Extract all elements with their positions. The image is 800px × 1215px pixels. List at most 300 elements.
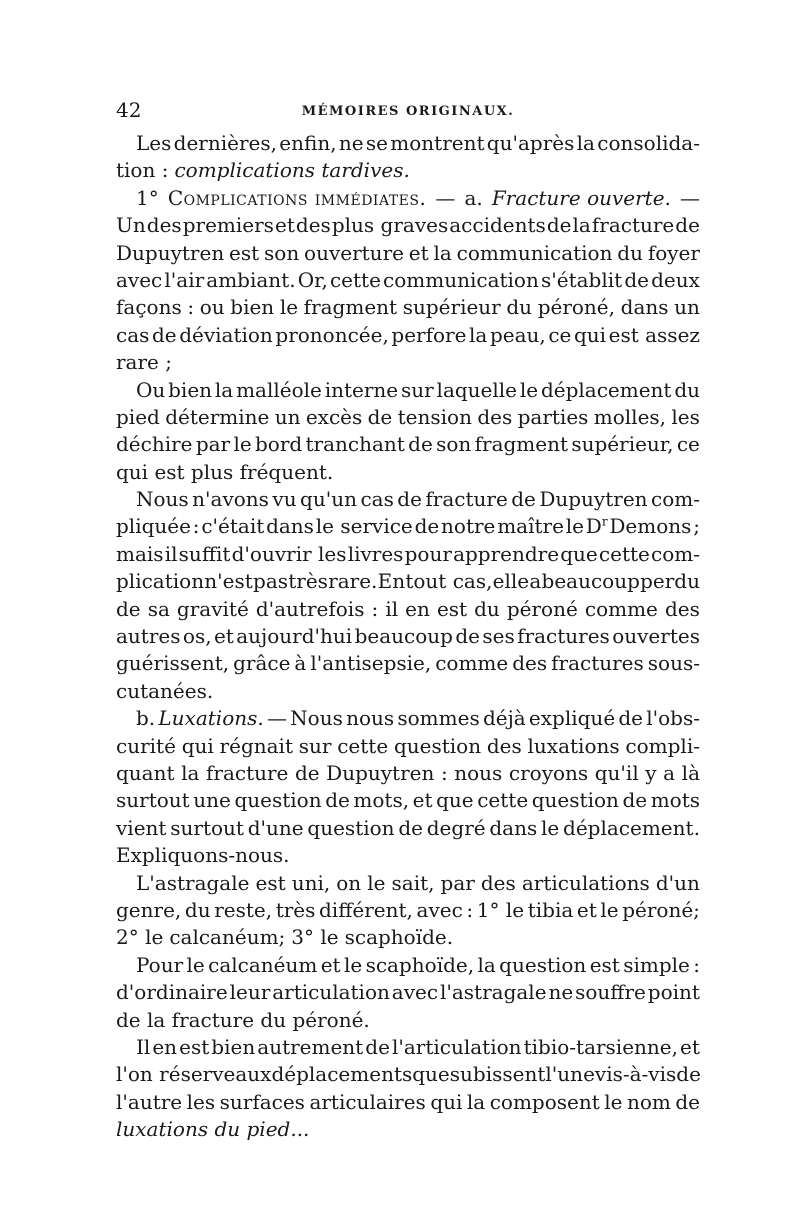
text-word: suffit xyxy=(178,541,231,566)
text-word: cette xyxy=(329,267,381,292)
text-word: articulation xyxy=(272,980,390,1005)
text-line xyxy=(116,404,700,431)
text-word: enfin, xyxy=(279,131,337,155)
text-word: bien xyxy=(168,377,213,402)
text-word: cette xyxy=(598,541,650,566)
text-fragment: expliqué xyxy=(528,706,616,731)
text-word: 3° le xyxy=(291,925,339,950)
text-line xyxy=(116,623,700,650)
text-word: perfore xyxy=(391,322,467,347)
text-word: ne xyxy=(548,980,574,1005)
text-fragment: Demons xyxy=(609,514,692,539)
text-line xyxy=(116,377,700,404)
text-word: prononcée, xyxy=(275,322,389,347)
text-fragment: c'était xyxy=(201,514,265,539)
text-word: et xyxy=(408,240,429,265)
text-word: là xyxy=(681,760,700,785)
text-word: Dupuytren xyxy=(326,760,435,785)
text-word: livres xyxy=(347,541,404,566)
text-word: et xyxy=(320,952,341,977)
text-word: Dupuytren xyxy=(539,487,648,512)
text-fragment: l'obs- xyxy=(646,706,700,731)
text-word: luxations xyxy=(527,733,620,758)
text-line xyxy=(116,157,700,184)
text-word: mots, xyxy=(353,788,410,813)
text-word: l'articulation xyxy=(391,1034,522,1059)
text-word: la xyxy=(576,131,595,155)
text-word: souffre xyxy=(575,980,646,1005)
text-word: et xyxy=(576,897,597,922)
text-word: le xyxy=(541,815,560,840)
text-word: calcanéum xyxy=(208,952,318,977)
text-word: péroné, xyxy=(537,295,616,320)
text-word: plus graves xyxy=(331,213,449,238)
text-word: des xyxy=(512,651,548,676)
text-word: L'astragale xyxy=(136,870,250,895)
text-word: : xyxy=(440,760,448,785)
text-fragment: de xyxy=(618,706,644,731)
text-word: compli- xyxy=(625,733,700,758)
text-word: régnait xyxy=(219,733,293,758)
text-word: fracture xyxy=(591,213,675,238)
text-word: s'établit xyxy=(540,267,623,292)
text-word: est assez xyxy=(608,322,700,347)
text-word: déchire xyxy=(116,432,193,457)
text-word: mais xyxy=(116,541,164,566)
text-word: 2° le xyxy=(116,925,164,950)
text-word: cas xyxy=(116,322,150,347)
text-word: la xyxy=(572,213,591,238)
text-line xyxy=(116,541,700,568)
text-word: est xyxy=(255,870,286,895)
text-word: ce xyxy=(676,432,700,457)
text-fragment: notre xyxy=(441,514,496,539)
text-line xyxy=(116,815,700,842)
text-word: différent, xyxy=(319,897,413,922)
text-word: d'un xyxy=(655,870,700,895)
text-word: les xyxy=(671,404,700,429)
text-word: scaphoïde, xyxy=(365,952,475,977)
text-word: a xyxy=(529,569,542,594)
text-fragment: complications tardives. xyxy=(174,158,410,183)
text-word: des xyxy=(664,596,700,621)
text-word: très xyxy=(275,897,316,922)
text-word: avec xyxy=(416,897,463,922)
text-word: leur xyxy=(229,980,271,1005)
text-word: genre, xyxy=(116,897,182,922)
text-word: de xyxy=(116,596,141,621)
text-word: en xyxy=(152,1034,178,1059)
heading-dash: — xyxy=(680,185,700,210)
text-word: tranchant xyxy=(305,432,405,457)
running-title: MÉMOIRES ORIGINAUX. xyxy=(301,104,515,119)
text-line xyxy=(116,130,700,157)
text-word: déplacement. xyxy=(563,815,700,840)
text-word: pied xyxy=(116,404,160,429)
text-word: n'est xyxy=(204,569,253,594)
text-word: articulations xyxy=(521,870,650,895)
text-word: en xyxy=(405,596,430,621)
text-word: Nous xyxy=(136,487,189,512)
text-word: déviation xyxy=(179,322,273,347)
text-line xyxy=(116,897,700,924)
text-word: que xyxy=(436,788,474,813)
text-word: dans xyxy=(489,815,538,840)
text-word: de xyxy=(676,1062,701,1087)
text-line xyxy=(116,596,700,623)
text-word: le xyxy=(600,897,619,922)
text-word: avec xyxy=(391,980,439,1005)
text-word: péroné xyxy=(506,596,578,621)
text-line xyxy=(116,322,700,349)
text-word: subissent xyxy=(449,1062,546,1087)
text-word: que xyxy=(412,1062,450,1087)
text-word: l'antisepsie, xyxy=(310,651,432,676)
text-line xyxy=(116,952,700,979)
text-word: question xyxy=(307,815,395,840)
subheading-letter: b. xyxy=(136,706,156,731)
text-word: d'autrefois xyxy=(255,596,365,621)
text-word: elle xyxy=(492,569,530,594)
text-word: parties xyxy=(517,404,589,429)
text-word: l'autre xyxy=(116,1089,183,1114)
text-word: son xyxy=(264,240,300,265)
text-word: autrement xyxy=(257,1034,364,1059)
text-word: question xyxy=(531,788,619,813)
text-word: ambiant. xyxy=(206,267,296,292)
text-word: croyons xyxy=(508,760,589,785)
text-fragment: tion : xyxy=(116,158,169,183)
text-word: qu'un xyxy=(300,487,357,512)
text-word: de xyxy=(624,267,649,292)
text-word: surtout xyxy=(116,788,190,813)
text-word: plication xyxy=(116,569,205,594)
text-word: cette xyxy=(477,788,529,813)
text-word: la xyxy=(214,377,234,402)
text-word: gravité xyxy=(176,596,249,621)
text-word: foyer xyxy=(647,240,700,265)
text-line xyxy=(116,240,700,267)
text-word: l'air xyxy=(164,267,205,292)
text-word: fractures xyxy=(551,651,644,676)
text-word: Ou xyxy=(136,377,166,402)
text-fragment: pliquée xyxy=(116,514,191,539)
text-word: pas xyxy=(253,569,289,594)
text-word: de xyxy=(675,1089,700,1114)
text-fragment: de xyxy=(414,514,440,539)
text-word: qui xyxy=(573,322,607,347)
text-fragment: maître xyxy=(497,514,564,539)
subheading-title: Fracture ouverte. xyxy=(491,185,671,210)
text-word: bien xyxy=(211,1034,256,1059)
text-word: composent xyxy=(489,1089,600,1114)
text-word: des xyxy=(477,404,513,429)
text-word: autres xyxy=(116,624,181,649)
text-word: 1° le xyxy=(476,897,525,922)
text-word: des xyxy=(295,213,331,238)
page-number: 42 xyxy=(116,98,142,122)
text-fragment: luxations du pied... xyxy=(116,1117,310,1142)
text-line xyxy=(116,513,700,540)
text-word: communication xyxy=(383,267,539,292)
text-word: que xyxy=(560,541,598,566)
text-word: Or, xyxy=(297,267,328,292)
text-word: laquelle xyxy=(436,377,518,402)
text-word: premiers xyxy=(182,213,274,238)
text-line xyxy=(116,568,700,595)
text-word: de xyxy=(151,322,177,347)
text-word: l'une xyxy=(545,1062,595,1087)
text-word: question xyxy=(499,952,587,977)
text-word: tibio-tarsienne, xyxy=(523,1034,678,1059)
text-fragment: sommes xyxy=(397,706,480,731)
text-word: bord xyxy=(254,432,303,457)
text-word: fragment xyxy=(303,295,398,320)
text-word: rare. xyxy=(328,569,378,594)
text-word: qui xyxy=(430,1089,463,1114)
text-word: dans xyxy=(620,295,669,320)
text-word: la xyxy=(466,1089,486,1114)
text-fragment: nous xyxy=(346,706,395,731)
text-word: com- xyxy=(651,487,700,512)
heading-title: Complications immédiates. xyxy=(167,185,427,210)
text-word: bien xyxy=(230,295,275,320)
text-word: des xyxy=(146,213,182,238)
text-word: ce xyxy=(548,322,572,347)
text-word: perdu xyxy=(640,569,700,594)
text-word: de xyxy=(397,487,422,512)
text-word: du xyxy=(674,377,700,402)
text-word: y xyxy=(645,760,657,785)
text-word: de xyxy=(408,432,433,457)
text-word: le xyxy=(279,295,299,320)
text-word: supérieur, xyxy=(571,432,674,457)
doctor-abbrev xyxy=(586,513,608,540)
text-word: déplacements xyxy=(271,1062,413,1087)
text-word: sait, xyxy=(391,870,435,895)
text-line xyxy=(116,924,700,951)
text-word: les xyxy=(186,1089,216,1114)
text-word: il xyxy=(385,596,399,621)
text-word: malléole xyxy=(236,377,322,402)
text-word: sur xyxy=(298,733,332,758)
text-word: Les xyxy=(136,131,172,155)
text-fragment: — xyxy=(266,706,287,731)
text-word: communication xyxy=(456,240,613,265)
text-word: le xyxy=(233,432,252,457)
text-word: fracture xyxy=(205,760,289,785)
text-word: consolida- xyxy=(597,131,700,155)
text-word: : xyxy=(187,295,195,320)
text-word: Il xyxy=(136,1034,151,1059)
text-word: sur xyxy=(400,377,434,402)
text-fragment: dans xyxy=(266,514,314,539)
text-word: par xyxy=(440,870,475,895)
text-word: se xyxy=(365,131,388,155)
text-line xyxy=(116,431,700,458)
text-line xyxy=(116,1034,700,1061)
text-line xyxy=(116,650,700,677)
text-fragment: : xyxy=(192,514,200,539)
text-line xyxy=(116,459,700,486)
text-word: qui xyxy=(181,733,214,758)
text-line xyxy=(116,267,700,294)
text-word: de xyxy=(455,624,480,649)
text-word: apprendre xyxy=(453,541,560,566)
text-word: surfaces xyxy=(219,1089,305,1114)
text-word: beaucoup xyxy=(354,624,453,649)
text-fragment: Nous xyxy=(290,706,343,731)
text-word: des xyxy=(480,870,516,895)
text-word: : xyxy=(466,897,474,922)
text-word: du xyxy=(617,240,643,265)
text-word: aujourd'hui xyxy=(236,624,353,649)
text-word: Pour xyxy=(136,952,184,977)
text-word: du xyxy=(184,897,211,922)
text-word: une xyxy=(193,788,231,813)
text-word: comme xyxy=(435,651,509,676)
text-word: le xyxy=(604,1089,623,1114)
text-fragment: le service xyxy=(315,514,413,539)
text-word: degré xyxy=(426,815,486,840)
text-fragment: ; xyxy=(693,514,700,539)
text-word: sous- xyxy=(647,651,700,676)
text-word: la xyxy=(469,322,488,347)
text-word: curité xyxy=(116,733,176,758)
text-fragment: rare ; xyxy=(116,350,172,375)
text-word: d'une xyxy=(247,815,304,840)
text-word: à xyxy=(294,651,307,676)
text-word: fractures xyxy=(517,624,610,649)
text-word: de xyxy=(622,788,648,813)
text-word: beaucoup xyxy=(541,569,640,594)
text-word: question xyxy=(393,733,482,758)
text-line xyxy=(116,870,700,897)
text-fragment: D xyxy=(585,514,602,539)
text-word: la xyxy=(181,760,200,785)
text-word: calcanéum; xyxy=(169,925,286,950)
text-word: et xyxy=(213,624,234,649)
text-word: d'ordinaire xyxy=(116,980,228,1005)
text-word: et xyxy=(274,213,295,238)
text-word: comme xyxy=(584,596,658,621)
section-heading-line xyxy=(116,185,700,212)
text-word: tibia xyxy=(527,897,574,922)
page-header xyxy=(116,96,700,124)
text-line xyxy=(116,733,700,760)
text-word: et xyxy=(680,1034,700,1059)
text-fragment: le xyxy=(565,514,584,539)
text-word: le xyxy=(367,870,386,895)
subheading-letter: a. xyxy=(464,185,483,210)
text-word: le xyxy=(519,377,539,402)
text-line xyxy=(116,486,700,513)
text-word: n'avons xyxy=(192,487,269,512)
text-word: quant xyxy=(116,760,175,785)
text-word: de xyxy=(365,1034,390,1059)
text-word: la xyxy=(433,240,452,265)
text-word: son xyxy=(436,432,472,457)
text-word: reste, xyxy=(214,897,273,922)
text-line xyxy=(116,349,700,376)
text-word: aux xyxy=(235,1062,272,1087)
text-fragment: de la fracture du péroné. xyxy=(116,1007,370,1032)
text-word: cette xyxy=(337,733,389,758)
text-word: de xyxy=(294,760,320,785)
text-line xyxy=(116,212,700,239)
text-word: du xyxy=(474,596,500,621)
text-word: excès xyxy=(305,404,363,429)
text-line xyxy=(116,678,700,705)
text-word: le xyxy=(343,952,363,977)
text-word: tout cas, xyxy=(405,569,493,594)
text-word: scaphoïde. xyxy=(344,925,454,950)
superscript: r xyxy=(601,514,608,529)
text-word: un xyxy=(674,295,700,320)
text-fragment: cutanées. xyxy=(116,678,214,703)
text-word: avec xyxy=(116,267,163,292)
text-word: la xyxy=(477,952,496,977)
text-line xyxy=(116,294,700,321)
text-word: ouvertes xyxy=(612,624,700,649)
text-word: simple xyxy=(623,952,690,977)
text-word: nous xyxy=(454,760,503,785)
text-word: de xyxy=(675,213,700,238)
text-word: le xyxy=(186,952,205,977)
text-word: mots xyxy=(650,788,700,813)
text-word: tension xyxy=(397,404,472,429)
text-word: ou xyxy=(199,295,225,320)
text-word: ne xyxy=(338,131,364,155)
text-word: et xyxy=(412,788,433,813)
text-word: très xyxy=(288,569,328,594)
text-word: grâce xyxy=(233,651,291,676)
text-word: qu'il xyxy=(594,760,639,785)
text-word: qu'après xyxy=(486,131,575,155)
text-word: montrent xyxy=(390,131,485,155)
text-word: ses xyxy=(482,624,515,649)
text-word: Dupuytren xyxy=(116,240,225,265)
text-word: molles, xyxy=(593,404,667,429)
text-word: uni, xyxy=(291,870,331,895)
text-word: dernières, xyxy=(173,131,278,155)
text-word: de xyxy=(325,788,350,813)
text-line xyxy=(116,842,700,869)
text-word: péroné; xyxy=(622,897,700,922)
text-word: détermine xyxy=(165,404,270,429)
text-word: accidents xyxy=(449,213,546,238)
text-line xyxy=(116,760,700,787)
text-word: de xyxy=(546,213,572,238)
text-word: peau, xyxy=(489,322,546,347)
text-word: articulaires xyxy=(309,1089,426,1114)
text-word: on xyxy=(336,870,362,895)
text-word: d'ouvrir les xyxy=(231,541,347,566)
text-word: guérissent, xyxy=(116,651,230,676)
text-word: de xyxy=(511,487,536,512)
text-word: est xyxy=(179,1034,210,1059)
heading-number: 1° xyxy=(136,185,159,210)
text-line xyxy=(116,1089,700,1116)
text-word: est xyxy=(589,952,620,977)
text-fragment: Expliquons-nous. xyxy=(116,843,290,868)
text-line xyxy=(116,1007,700,1034)
text-word: vient xyxy=(116,815,167,840)
text-word: interne xyxy=(324,377,399,402)
text-word: question xyxy=(234,788,322,813)
text-word: un xyxy=(274,404,301,429)
body-text xyxy=(116,130,700,1143)
